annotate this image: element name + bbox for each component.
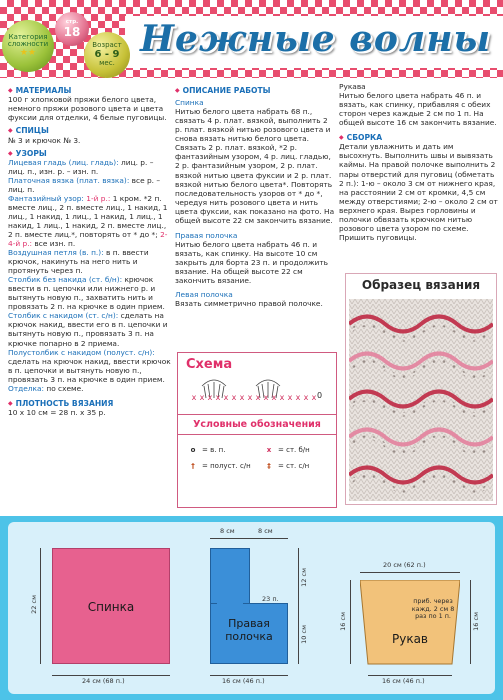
- gauge-heading: ◆ ПЛОТНОСТЬ ВЯЗАНИЯ: [8, 398, 114, 408]
- assembly-heading: ◆ СБОРКА: [339, 133, 383, 143]
- left-front-heading: Левая полочка: [175, 289, 233, 299]
- svg-text:x: x: [295, 393, 301, 402]
- crochet-chart-svg: [190, 376, 330, 412]
- svg-text:x: x: [255, 393, 261, 402]
- sleeve-top-label: 20 см (62 п.): [383, 561, 426, 569]
- svg-text:x: x: [223, 393, 229, 402]
- back-width-label: 24 см (68 п.): [82, 677, 125, 685]
- sleeve-heading: Рукава: [339, 82, 366, 91]
- back-text: Нитью белого цвета набрать 68 п., связать 4 р. плат. вязкой, выполнить 2 р. плат. вязкой нитью розового цвета и снова вязать нитью белого цвета. Связать 2 р. плат. вязкой, *2 р. фантазийным узором, 4 р. лиц. гладью, 2 р. фантазийным узором, 2 р. плат. вязкой нитью цвета фуксии и 2 р. плат. вязкой нитью белого цвета*. Повторять последовательность узоров от * до *, чередуя нить розового цвета и нить цвета фуксии, как показано на фото. На общей высоте 22 см закончить вязание.: [175, 107, 335, 225]
- page-number: 18: [63, 24, 81, 39]
- sleeve-height2-label: 16 см: [472, 612, 480, 631]
- back-height-label: 22 см: [30, 595, 38, 614]
- needles-text: № 3 и крючок № 3.: [8, 135, 81, 145]
- front-top1-line: [210, 538, 250, 539]
- back-heading: Спинка: [175, 98, 204, 108]
- description-heading: ◆ ОПИСАНИЕ РАБОТЫ: [175, 86, 271, 95]
- front-h2-line: [298, 603, 299, 664]
- sleeve-height-label: 16 см: [339, 612, 347, 631]
- svg-text:x: x: [271, 393, 277, 402]
- scheme-title: Схема: [186, 357, 233, 372]
- front-h1-label: 12 см: [300, 568, 308, 587]
- svg-text:x: x: [263, 393, 269, 402]
- svg-text:x: x: [199, 393, 205, 402]
- sample-title: Образец вязания: [361, 278, 481, 292]
- knit-sample-image: [349, 299, 493, 501]
- chain-text: Воздушная петля (в. п.): в п. ввести крючок, накинуть на него нить и протянуть через п.: [8, 248, 149, 276]
- right-front-text: Нитью белого цвета набрать 46 п. и вязать, как спинку. На высоте 10 см закрыть для борта 23 п. и продолжить вязание. На общей высоте 22 см закончить вязание.: [175, 239, 329, 285]
- gauge-text: 10 х 10 см = 28 п. х 35 р.: [8, 407, 106, 417]
- legend-item-sc: x = ст. б/н: [262, 446, 310, 455]
- stockinette-text: Лицевая гладь (лиц. гладь): лиц. р. – лиц. п., изн. р. – изн. п.: [8, 157, 154, 176]
- svg-text:x: x: [191, 393, 197, 402]
- svg-text:x: x: [279, 393, 285, 402]
- age-label: Возраст: [92, 41, 122, 50]
- chart-row-number: 0: [317, 391, 323, 400]
- svg-text:x: x: [247, 393, 253, 402]
- front-piece-label: Правая полочка: [225, 617, 273, 643]
- needles-heading: ◆ СПИЦЫ: [8, 126, 49, 136]
- front-top1-label: 8 см: [220, 527, 235, 535]
- chain-symbol-icon: o: [190, 446, 196, 454]
- svg-text:x: x: [207, 393, 213, 402]
- svg-text:x: x: [287, 393, 293, 402]
- page-number-badge: [55, 12, 89, 46]
- front-side-label: 23 п.: [262, 595, 279, 603]
- svg-text:x: x: [231, 393, 237, 402]
- left-front-text: Вязать симметрично правой полочке.: [175, 298, 323, 308]
- bullet-icon: ◆: [8, 399, 13, 407]
- svg-text:x: x: [311, 393, 317, 402]
- difficulty-label: Категория сложности: [7, 32, 49, 49]
- svg-text:x: x: [239, 393, 245, 402]
- materials-heading: ◆ МАТЕРИАЛЫ: [8, 86, 72, 95]
- sleeve-text: Нитью белого цвета набрать 46 п. и вязать, как спинку, прибавляя с обеих сторон через каждые 2 см по 1 п. На общей высоте 16 см закончить вязание.: [339, 91, 497, 128]
- sleeve-piece-label: Рукав: [391, 632, 428, 646]
- sleeve-top-line: [360, 572, 460, 573]
- sleeve-piece: [360, 580, 460, 666]
- fancy-text: Фантазийный узор: 1-й р.: 1 кром. *2 п. вместе лиц., 2 п. вместе лиц., 1 накид, 1 лиц., 1 накид, 1 лиц., 1 накид, 1 лиц., 1 накид, 1 лиц., 1 накид, 2 п. вместе лиц., 2 п. вместе лиц.*, повторять от * до *; 2-4-й р.: все изн. п.: [8, 194, 168, 249]
- dc-symbol-icon: ‡: [267, 462, 271, 470]
- bullet-icon: ◆: [8, 127, 13, 135]
- legend-divider: [177, 434, 337, 435]
- front-piece-fill: [217, 555, 243, 615]
- legend-item-dc: ‡ = ст. с/н: [262, 462, 309, 471]
- age-value: 6 - 9: [94, 48, 120, 60]
- bullet-icon: ◆: [8, 86, 13, 94]
- garter-text: Платочная вязка (плат. вязка): все р. – лиц. п.: [8, 175, 161, 194]
- sleeve-height2-line: [470, 580, 471, 664]
- back-width-line: [52, 675, 170, 676]
- bullet-icon: ◆: [175, 86, 180, 94]
- edging-text: Отделка: по схеме.: [8, 383, 84, 393]
- front-h1-line: [298, 548, 299, 603]
- page-label: стр.: [65, 18, 79, 25]
- assembly-text: Детали увлажнить и дать им высохнуть. Выполнить швы и вывязать каймы. На правой полочке выполнить 2 пары отверстий для пуговиц (обметать 2 п.): 1-ю – около 3 см от нижнего края, на расстоянии 2 см от кромки, 4,5 см между отверстиями; 2-ю – около 2 см от верхнего края. Вырез горловины и полочки обвязать крючком нитью розового цвета узором по схеме. Пришить пуговицы.: [339, 142, 498, 242]
- bullet-icon: ◆: [339, 134, 344, 142]
- front-width-line: [210, 675, 288, 676]
- crochet-chart: [190, 376, 330, 412]
- difficulty-stars: ★★: [19, 47, 37, 58]
- sleeve-note: приб. через кажд. 2 см 8 раз по 1 п.: [411, 597, 455, 621]
- svg-text:x: x: [215, 393, 221, 402]
- right-column: [339, 82, 499, 242]
- bullet-icon: ◆: [8, 149, 13, 157]
- patterns-heading: ◆ УЗОРЫ: [8, 148, 47, 158]
- front-width-label: 16 см (46 п.): [222, 677, 265, 685]
- knit-texture: [349, 299, 493, 501]
- back-piece-label: Спинка: [87, 600, 135, 614]
- dc-text: Столбик с накидом (ст. с/н): сделать на крючок накид, ввести его в п. цепочки и вытянуть новую п., провязать 3 п. на крючке попарно в 2 приема.: [8, 311, 168, 348]
- middle-column: [175, 82, 335, 308]
- svg-text:x: x: [303, 393, 309, 402]
- hdc-text: Полустолбик с накидом (полуст. с/н): сделать на крючок накид, ввести крючок в п. цепочки и вытянуть новую п., провязать 3 п. на крючке в один прием.: [8, 347, 171, 384]
- sleeve-width-label: 16 см (46 п.): [382, 677, 425, 685]
- front-h2-label: 10 см: [300, 625, 308, 644]
- legend-item-hdc: † = полуст. с/н: [186, 462, 251, 471]
- materials-text: 100 г хлопковой пряжи белого цвета, немного пряжи розового цвета и цвета фуксии для отделки, 4 белые пуговицы.: [8, 95, 167, 123]
- age-unit: мес.: [99, 59, 115, 68]
- legend-title: Условные обозначения: [177, 414, 337, 431]
- sleeve-width-line: [368, 675, 452, 676]
- right-front-heading: Правая полочка: [175, 230, 238, 240]
- age-badge: [84, 32, 130, 78]
- sleeve-height-line: [350, 580, 351, 664]
- difficulty-badge: [2, 20, 54, 72]
- back-height-line: [40, 548, 41, 664]
- front-top2-line: [250, 538, 288, 539]
- front-top2-label: 8 см: [258, 527, 273, 535]
- left-column: [8, 82, 171, 417]
- hdc-symbol-icon: †: [191, 462, 195, 470]
- sc-symbol-icon: x: [266, 446, 272, 454]
- sc-text: Столбик без накида (ст. б/н): крючок ввести в п. цепочки или нижнего р. и вытянуть новую п., захватить нить и провязать 2 п. на крючке в один прием.: [8, 275, 165, 312]
- page-title: Нежные волны: [140, 18, 492, 60]
- legend-item-chain: o = в. п.: [186, 446, 225, 455]
